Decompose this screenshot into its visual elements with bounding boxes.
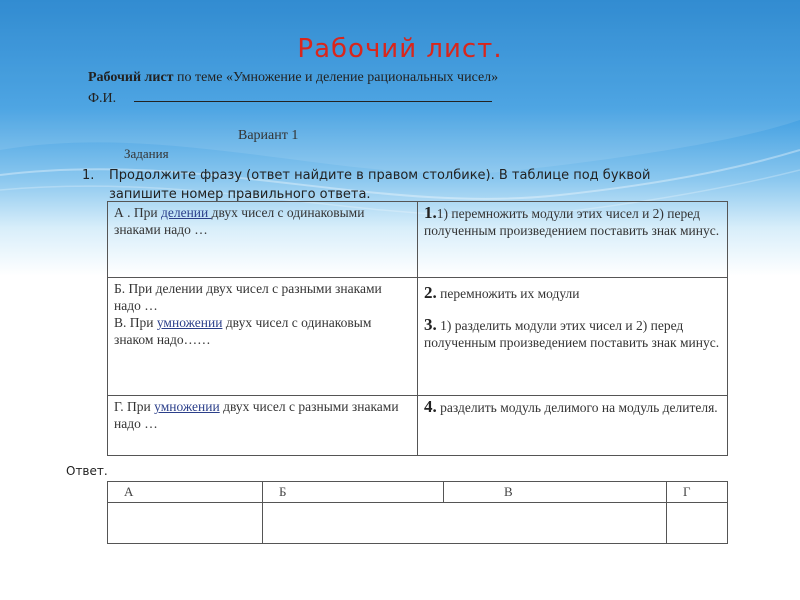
- table-row: [108, 202, 728, 278]
- answer-col-v: В: [444, 482, 667, 503]
- underlined-word: умножении: [154, 399, 220, 414]
- instruction: [82, 166, 702, 204]
- answer-table: [107, 481, 728, 544]
- fio-label: Ф.И.: [88, 91, 117, 106]
- table-cell-1: [418, 202, 728, 278]
- answer-cell-b-v[interactable]: [263, 503, 667, 544]
- cell-text: перемножить их модули: [436, 286, 580, 301]
- answer-cell-a[interactable]: [108, 503, 263, 544]
- cell-text: В. При: [114, 315, 157, 330]
- answer-blank-row: [108, 503, 728, 544]
- cell-text-b: Б. При делении двух чисел с разными знаками надо …: [114, 281, 382, 313]
- answer-number: 2.: [424, 283, 437, 302]
- answer-number: 1.: [424, 203, 437, 222]
- answer-2: [424, 284, 721, 302]
- underlined-word: умножении: [156, 315, 223, 330]
- underlined-word: делении: [160, 205, 212, 220]
- task-table: [107, 201, 728, 456]
- tasks-label: Задания: [124, 146, 169, 161]
- instruction-number: 1.: [82, 168, 95, 183]
- worksheet-header: [88, 70, 498, 86]
- answer-col-g: Г: [667, 482, 728, 503]
- cell-text: 1) перемножить модули этих чисел и 2) перед полученным произведением поставить знак минус.: [424, 206, 720, 238]
- answer-3: [424, 316, 721, 351]
- cell-text: Г. При: [114, 399, 155, 414]
- cell-text: двух чисел с разными знаками надо …: [114, 399, 399, 431]
- table-row: [108, 278, 728, 396]
- table-cell-4: [418, 396, 728, 456]
- table-row: [108, 396, 728, 456]
- instruction-text: Продолжите фразу (ответ найдите в правом столбике). В таблице под буквой запишите номер правильного ответа.: [109, 168, 651, 202]
- answer-col-a: А: [108, 482, 263, 503]
- answer-number: 4.: [424, 397, 437, 416]
- fio-blank-line: [134, 89, 492, 102]
- answer-cell-g[interactable]: [667, 503, 728, 544]
- cell-text: разделить модуль делимого на модуль делителя.: [436, 400, 718, 415]
- answer-header-row: [108, 482, 728, 503]
- worksheet-topic: по теме «Умножение и деление рациональных чисел»: [173, 70, 499, 85]
- table-cell-2-3: [418, 278, 728, 396]
- answer-number: 3.: [424, 315, 437, 334]
- answer-col-b: Б: [263, 482, 444, 503]
- worksheet-label: Рабочий лист: [88, 70, 174, 85]
- cell-text: двух чисел с одинаковым знаком надо……: [114, 315, 372, 347]
- cell-text: 1) разделить модули этих чисел и 2) перед полученным произведением поставить знак минус.: [424, 318, 720, 350]
- table-cell-g: [108, 396, 418, 456]
- cell-text: А . При: [114, 205, 161, 220]
- cell-text: двух чисел с одинаковыми знаками надо …: [114, 205, 365, 237]
- cell-text-v: [114, 314, 411, 348]
- fio-row: [88, 89, 492, 107]
- answer-label: Ответ.: [66, 464, 108, 478]
- variant-label: Вариант 1: [238, 128, 299, 143]
- table-cell-a: [108, 202, 418, 278]
- slide-title: Рабочий лист.: [297, 34, 503, 64]
- table-cell-b-v: [108, 278, 418, 396]
